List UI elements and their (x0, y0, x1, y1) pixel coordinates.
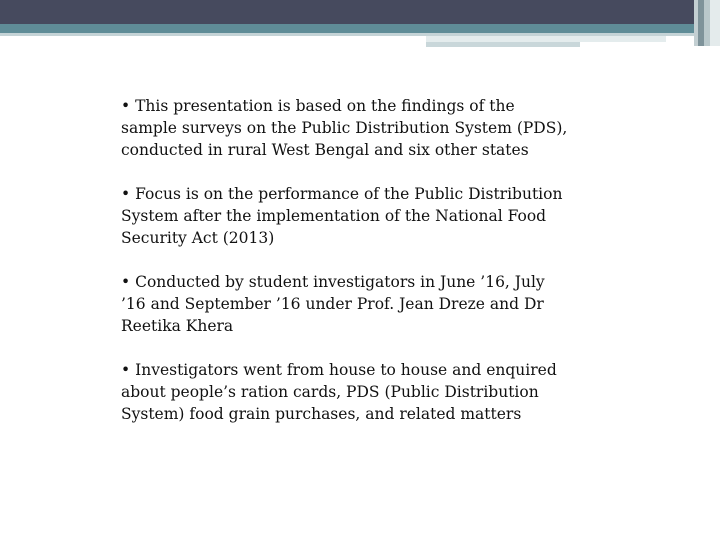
bullet-item (121, 183, 571, 249)
bullet-text: Conducted by student investigators in June ’16, July ’16 and September ’16 under Prof. Jean Dreze and Dr Reetika Khera (121, 273, 545, 335)
bullet-item (121, 271, 571, 337)
bullet-marker: • (121, 361, 131, 379)
bullet-text: Focus is on the performance of the Public Distribution System after the implementation of the National Food Security Act (2013) (121, 185, 563, 247)
header-band-dark (0, 0, 720, 24)
header-corner-decoration (694, 0, 720, 46)
bullet-marker: • (121, 97, 131, 115)
bullet-marker: • (121, 185, 131, 203)
header-accent-stripe-secondary (426, 42, 580, 47)
bullet-text: This presentation is based on the findings of the sample surveys on the Public Distribution System (PDS), conducted in rural West Bengal and six other states (121, 97, 568, 159)
slide-body (121, 95, 571, 447)
bullet-text: Investigators went from house to house and enquired about people’s ration cards, PDS (Public Distribution System) food grain purchases, and related matters (121, 361, 557, 423)
bullet-item (121, 359, 571, 425)
bullet-marker: • (121, 273, 131, 291)
header-band-teal (0, 24, 720, 33)
bullet-item (121, 95, 571, 161)
